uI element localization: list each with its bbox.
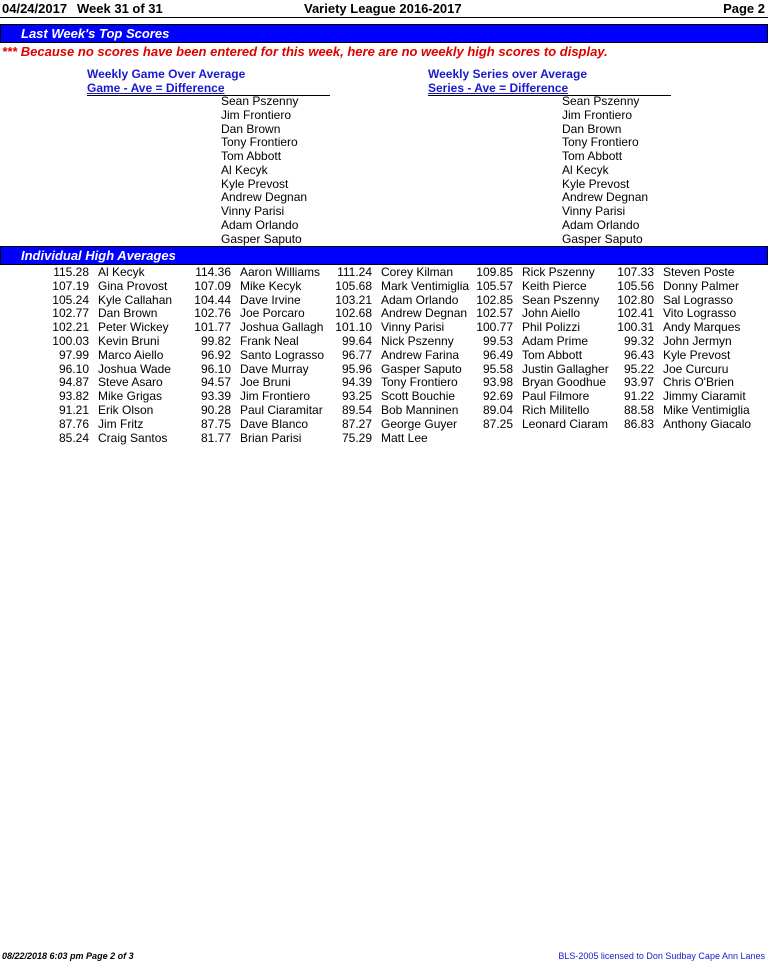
bowler-name: Andrew Farina [381,347,460,362]
bowler-name: Craig Santos [98,430,168,445]
average-value: 101.77 [194,320,231,335]
bowler-name: Kyle Prevost [663,347,731,362]
bowler-name: Rich Militello [522,402,590,417]
average-value: 102.77 [52,306,89,321]
average-value: 75.29 [341,430,372,445]
bowler-name: Bryan Goodhue [522,375,607,390]
bowler-name: Justin Gallagher [522,361,609,376]
average-value: 102.41 [617,306,654,321]
average-value: 96.10 [200,361,231,376]
table-row [0,418,768,432]
bowler-name: John Jermyn [663,333,732,348]
average-value: 100.31 [617,320,654,335]
average-value: 107.09 [194,278,231,293]
average-value: 95.96 [341,361,372,376]
average-value: 86.83 [623,416,654,431]
bowler-name: Adam Orlando [381,292,459,307]
average-value: 96.77 [341,347,372,362]
report-header [0,0,768,18]
bowler-name: Rick Pszenny [522,265,595,279]
average-value: 93.97 [623,375,654,390]
average-value: 93.98 [482,375,513,390]
no-scores-notice: *** Because no scores have been entered for this week, here are no weekly high scores to display. [2,44,608,59]
averages-title: Individual High Averages [21,248,176,263]
average-value: 85.24 [58,430,89,445]
page-label: Page 2 [723,1,765,16]
series-heading-subtitle: Series - Ave = Difference [428,81,671,96]
average-value: 102.85 [476,292,513,307]
bowler-name: Scott Bouchie [381,389,456,404]
average-value: 101.10 [335,320,372,335]
bowler-name: Erik Olson [98,402,154,417]
average-value: 92.69 [482,389,513,404]
bowler-name: Joe Curcuru [663,361,729,376]
footer-right: BLS-2005 licensed to Don Sudbay Cape Ann Lanes [558,951,765,961]
game-name: Adam Orlando [221,217,299,232]
table-row [0,404,768,418]
bowler-name: Jim Frontiero [240,389,311,404]
average-value: 111.24 [337,265,372,279]
average-value: 93.82 [58,389,89,404]
average-value: 107.19 [52,278,89,293]
game-name: Tom Abbott [221,149,282,163]
series-name: Dan Brown [562,121,622,136]
bowler-name: Joshua Gallagh [240,320,324,335]
series-name: Adam Orlando [562,217,640,232]
average-value: 94.57 [200,375,231,390]
bowler-name: Dave Murray [240,361,309,376]
bowler-name: Corey Kilman [381,265,454,279]
average-value: 109.85 [476,265,513,279]
average-value: 89.04 [482,402,513,417]
bowler-name: John Aiello [522,306,581,321]
bowler-name: Steven Poste [663,265,735,279]
series-heading-title: Weekly Series over Average [428,67,587,81]
average-value: 105.24 [52,292,89,307]
bowler-name: Leonard Ciaram [522,416,609,431]
average-value: 91.21 [58,402,89,417]
table-row [0,376,768,390]
bowler-name: Peter Wickey [98,320,169,335]
bowler-name: Phil Polizzi [522,320,581,335]
bowler-name: Mike Grigas [98,389,163,404]
bowler-name: Marco Aiello [98,347,164,362]
bowler-name: Donny Palmer [663,278,740,293]
table-row [0,307,768,321]
table-row [0,349,768,363]
bowler-name: Joe Bruni [240,375,291,390]
series-names-list [562,95,648,246]
bowler-name: Bob Manninen [381,402,459,417]
average-value: 103.21 [335,292,372,307]
bowler-name: Vito Lograsso [663,306,737,321]
average-value: 102.80 [617,292,654,307]
averages-table [0,266,768,445]
series-over-average-heading [428,67,671,96]
average-value: 96.10 [58,361,89,376]
series-name: Gasper Saputo [562,231,643,246]
average-value: 96.49 [482,347,513,362]
bowler-name: Nick Pszenny [381,333,454,348]
bowler-name: Tony Frontiero [381,375,458,390]
average-value: 100.03 [52,333,89,348]
average-value: 96.43 [623,347,654,362]
series-name: Sean Pszenny [562,94,640,108]
average-value: 105.68 [335,278,372,293]
game-name: Jim Frontiero [221,107,292,122]
table-row [0,432,768,446]
average-value: 99.32 [623,333,654,348]
bowler-name: Jimmy Ciaramit [663,389,746,404]
average-value: 90.28 [200,402,231,417]
average-value: 104.44 [194,292,231,307]
bowler-name: Paul Filmore [522,389,590,404]
table-row [0,363,768,377]
game-name: Gasper Saputo [221,231,302,246]
bowler-name: Mark Ventimiglia [381,278,470,293]
table-row [0,294,768,308]
game-name: Al Kecyk [221,162,268,177]
game-name: Tony Frontiero [221,135,298,150]
series-name: Al Kecyk [562,162,609,177]
league-name: Variety League 2016-2017 [304,1,462,16]
bowler-name: Jim Fritz [98,416,144,431]
series-name: Tom Abbott [562,149,623,163]
game-heading-title: Weekly Game Over Average [87,67,246,81]
average-value: 94.87 [58,375,89,390]
bowler-name: Matt Lee [381,430,428,445]
bowler-name: Chris O'Brien [663,375,734,390]
average-value: 88.58 [623,402,654,417]
game-name: Sean Pszenny [221,94,299,108]
series-name: Tony Frontiero [562,135,639,150]
average-value: 87.75 [200,416,231,431]
average-value: 105.57 [476,278,513,293]
bowler-name: Dave Blanco [240,416,309,431]
series-name: Jim Frontiero [562,107,633,122]
bowler-name: Mike Ventimiglia [663,402,750,417]
bowler-name: Santo Lograsso [240,347,325,362]
average-value: 99.64 [341,333,372,348]
average-value: 107.33 [617,265,654,279]
average-value: 93.25 [341,389,372,404]
top-scores-title: Last Week's Top Scores [21,26,170,41]
average-value: 87.25 [482,416,513,431]
bowler-name: Joe Porcaro [240,306,305,321]
bowler-name: Vinny Parisi [381,320,445,335]
table-row [0,280,768,294]
bowler-name: Andrew Degnan [381,306,468,321]
table-row [0,266,768,280]
average-value: 115.28 [53,265,89,279]
average-value: 102.76 [194,306,231,321]
average-value: 94.39 [341,375,372,390]
average-value: 81.77 [200,430,231,445]
bowler-name: Dave Irvine [240,292,301,307]
average-value: 87.27 [341,416,372,431]
game-name: Kyle Prevost [221,176,289,191]
average-value: 99.53 [482,333,513,348]
bowler-name: George Guyer [381,416,458,431]
bowler-name: Al Kecyk [98,265,145,279]
bowler-name: Mike Kecyk [240,278,302,293]
bowler-name: Dan Brown [98,306,158,321]
average-value: 99.82 [200,333,231,348]
average-value: 102.68 [335,306,372,321]
bowler-name: Aaron Williams [240,265,321,279]
bowler-name: Kevin Bruni [98,333,160,348]
game-over-average-heading [87,67,330,96]
average-value: 96.92 [200,347,231,362]
average-value: 95.58 [482,361,513,376]
bowler-name: Kyle Callahan [98,292,173,307]
bowler-name: Paul Ciaramitar [240,402,323,417]
average-value: 102.57 [476,306,513,321]
average-value: 93.39 [200,389,231,404]
average-value: 91.22 [623,389,654,404]
bowler-name: Tom Abbott [522,347,583,362]
bowler-name: Gasper Saputo [381,361,462,376]
table-row [0,390,768,404]
top-scores-bar [0,24,768,43]
average-value: 102.21 [52,320,89,335]
report-date: 04/24/2017 [2,1,68,16]
bowler-name: Sal Lograsso [663,292,734,307]
average-value: 97.99 [58,347,89,362]
bowler-name: Steve Asaro [98,375,163,390]
series-name: Andrew Degnan [562,190,649,205]
bowler-name: Joshua Wade [98,361,171,376]
average-value: 87.76 [58,416,89,431]
bowler-name: Anthony Giacalo [663,416,752,431]
game-names-list [221,95,307,246]
game-name: Andrew Degnan [221,190,308,205]
average-value: 114.36 [195,265,231,279]
bowler-name: Gina Provost [98,278,168,293]
game-name: Dan Brown [221,121,281,136]
game-name: Vinny Parisi [221,204,285,218]
average-value: 89.54 [341,402,372,417]
bowler-name: Sean Pszenny [522,292,600,307]
bowler-name: Brian Parisi [240,430,302,445]
series-name: Vinny Parisi [562,204,626,218]
averages-bar [0,246,768,265]
average-value: 100.77 [476,320,513,335]
week-label: Week 31 of 31 [77,1,163,16]
series-name: Kyle Prevost [562,176,630,191]
average-value: 95.22 [623,361,654,376]
average-value: 105.56 [617,278,654,293]
bowler-name: Frank Neal [240,333,299,348]
bowler-name: Andy Marques [663,320,741,335]
game-heading-subtitle: Game - Ave = Difference [87,81,330,96]
bowler-name: Keith Pierce [522,278,587,293]
footer-left: 08/22/2018 6:03 pm Page 2 of 3 [2,951,134,961]
bowler-name: Adam Prime [522,333,589,348]
table-row [0,335,768,349]
table-row [0,321,768,335]
